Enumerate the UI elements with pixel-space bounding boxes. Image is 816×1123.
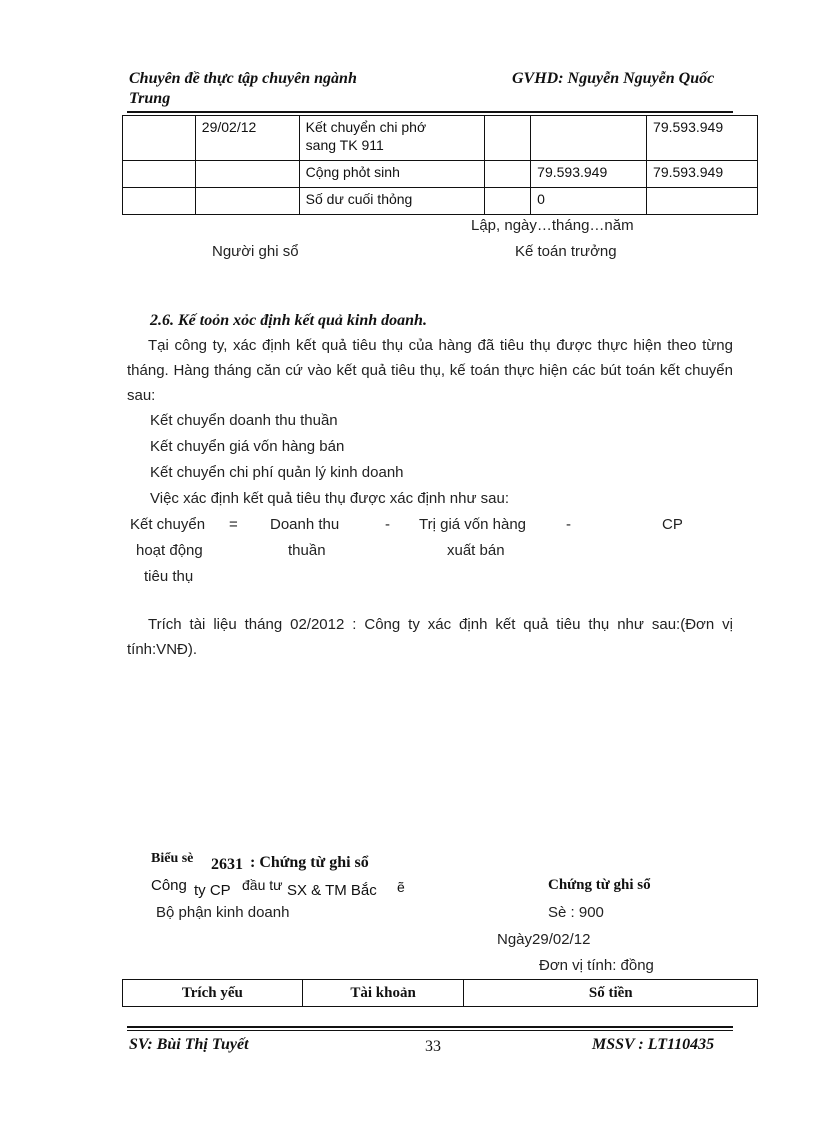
excerpt-paragraph: Trích tài liệu tháng 02/2012 : Công ty xác định kết quả tiêu thụ như sau:(Đơn vị tính:VNĐ). [127,616,733,658]
column-header-summary: Trích yếu [123,980,303,1007]
formula-term-revenue-cont: thuần [288,542,326,559]
row-debit: 79.593.949 [537,164,608,180]
formula-minus: - [385,516,390,533]
section-title: 2.6. Kế toỏn xỏc định kết quả kinh doanh. [150,312,427,329]
form-caption-title: : Chứng từ ghi sổ [250,854,369,871]
formula-term-cogs: Trị giá vốn hàng [419,516,527,533]
form-company-d: SX & TM Bắc [287,882,377,899]
formula-term-expense: CP [662,516,683,533]
table-row [123,188,758,215]
form-company-c: đầu tư [242,877,283,893]
form-doc-date: Ngày29/02/12 [497,931,591,948]
formula-term-revenue: Doanh thu [270,516,340,533]
row-date [196,161,299,165]
voucher-table [122,979,758,1007]
formula-equals: = [229,516,238,533]
formula-minus: - [566,516,571,533]
form-caption-label: Biểu sè [151,851,194,866]
signature-bookkeeper: Người ghi sổ [212,243,299,260]
form-company-a: Công [151,877,187,894]
footer-rule-thick [127,1026,733,1028]
formula-term-cogs-cont: xuất bán [447,542,505,559]
formula-term-result-cont: hoạt động [136,542,203,559]
ledger-table [122,115,758,215]
column-header-amount: Số tiền [464,980,758,1007]
row-description-cont: sang TK 911 [305,137,384,153]
header-supervisor: GVHD: Nguyễn Nguyễn Quốc [512,70,715,87]
row-date [196,188,299,192]
column-header-account: Tài khoản [302,980,464,1007]
formula-term-result-cont2: tiêu thụ [144,568,194,585]
row-date: 29/02/12 [201,119,257,135]
form-company-e: ẽ [397,879,405,895]
list-item: Kết chuyển chi phí quản lý kinh doanh [150,464,404,481]
signature-chief-accountant: Kế toán trưởng [515,243,617,260]
row-description: Cộng phỏt sinh [305,164,400,180]
form-unit: Đơn vị tính: đồng [539,957,654,974]
section-paragraph: Tại công ty, xác định kết quả tiêu thụ của hàng đã tiêu thụ được thực hiện theo từng tháng. Hàng tháng căn cứ vào kết quả tiêu thụ, kế toán thực hiện các bút toán kết chuyển sau: [127,337,733,404]
form-doc-number: Sè : 900 [548,904,604,921]
row-description: Số dư cuối thỏng [305,191,413,207]
row-credit: 79.593.949 [653,164,724,180]
form-company-b: ty CP [194,882,231,899]
list-item: Kết chuyển giá vốn hàng bán [150,438,345,455]
form-department: Bộ phận kinh doanh [156,904,290,921]
page-number: 33 [425,1038,441,1055]
header-left-title-cont: Trung [129,90,171,107]
row-debit: 0 [537,191,545,207]
formula-intro: Việc xác định kết quả tiêu thụ được xác định như sau: [150,490,510,507]
table-row [123,161,758,188]
row-credit: 79.593.949 [653,119,724,135]
form-caption-number: 2631 [211,856,243,873]
form-doc-title: Chứng từ ghi sổ [548,877,651,893]
footer-rule-thin [127,1030,733,1031]
header-rule-thick [127,111,733,113]
header-left-title: Chuyên đề thực tập chuyên ngành [129,70,357,87]
signature-date-line: Lập, ngày…tháng…năm [471,217,634,234]
footer-mssv: MSSV : LT110435 [592,1036,715,1053]
row-debit [531,116,646,120]
row-credit [647,188,757,192]
footer-student: SV: Bùi Thị Tuyết [129,1036,249,1053]
table-row [123,116,758,161]
formula-term-result: Kết chuyển [130,516,206,533]
row-description: Kết chuyển chi phớ [305,119,427,135]
list-item: Kết chuyển doanh thu thuần [150,412,338,429]
table-header-row [123,980,758,1007]
